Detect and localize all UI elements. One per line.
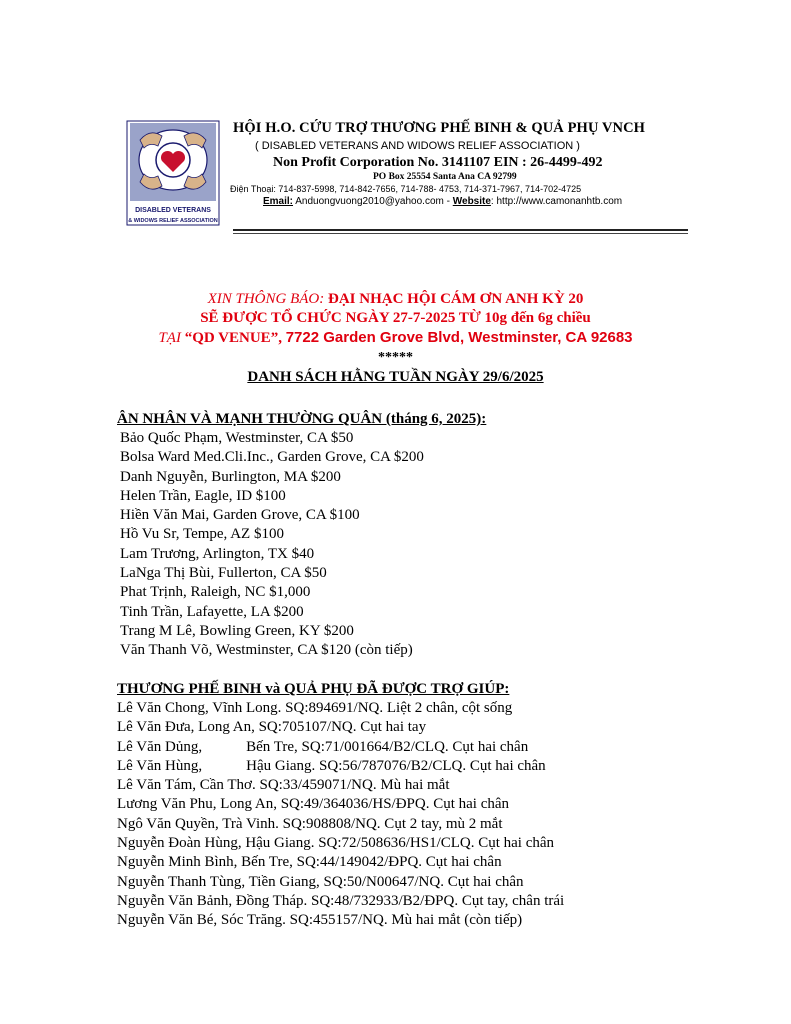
announcement-lead: XIN THÔNG BÁO:: [207, 291, 325, 307]
list-item: Văn Thanh Võ, Westminster, CA $120 (còn tiếp): [120, 642, 413, 659]
list-item: Tinh Trần, Lafayette, LA $200: [120, 603, 304, 620]
list-item: Bolsa Ward Med.Cli.Inc., Garden Grove, CA $200: [120, 449, 424, 466]
list-item: Hồ Vu Sr, Tempe, AZ $100: [120, 526, 284, 543]
list-item: LaNga Thị Bùi, Fullerton, CA $50: [120, 565, 327, 582]
weekly-list-title: DANH SÁCH HẰNG TUẦN NGÀY 29/6/2025: [247, 369, 544, 385]
list-item: Nguyễn Văn Bảnh, Đồng Tháp. SQ:48/732933/B2/ĐPQ. Cụt tay, chân trái: [117, 892, 565, 909]
list-item: Nguyễn Văn Bé, Sóc Trăng. SQ:455157/NQ. Mù hai mắt (còn tiếp): [117, 912, 523, 929]
org-name: HỘI H.O. CỨU TRỢ THƯƠNG PHẾ BINH & QUẢ PHỤ VNCH: [233, 120, 646, 136]
announcement-venue: “QD VENUE”,: [184, 330, 282, 346]
list-item: Lê Văn Tám, Cần Thơ. SQ:33/459071/NQ. Mù hai mắt: [117, 777, 450, 794]
header-divider: [233, 229, 688, 231]
list-item: Helen Trần, Eagle, ID $100: [120, 487, 286, 504]
donors-section: [117, 410, 486, 661]
event-announcement: [0, 290, 791, 348]
veterans-section: [117, 680, 564, 931]
list-item: Nguyễn Thanh Tùng, Tiền Giang, SQ:50/N00647/NQ. Cụt hai chân: [117, 873, 524, 890]
list-item: Danh Nguyễn, Burlington, MA $200: [120, 468, 341, 485]
list-item: Phat Trịnh, Raleigh, NC $1,000: [120, 584, 311, 601]
list-item: Nguyễn Đoàn Hùng, Hậu Giang. SQ:72/508636/HS1/CLQ. Cụt hai chân: [117, 835, 555, 852]
org-name-english: ( DISABLED VETERANS AND WIDOWS RELIEF ASSOCIATION ): [255, 140, 580, 152]
donors-heading: ÂN NHÂN VÀ MẠNH THƯỜNG QUÂN (tháng 6, 2025):: [117, 411, 487, 427]
announcement-line-2: SẼ ĐƯỢC TỔ CHỨC NGÀY 27-7-2025 TỪ 10g đến 6g chiều: [200, 310, 591, 326]
logo-text-1: DISABLED VETERANS: [135, 207, 211, 214]
list-item: Ngô Văn Quyền, Trà Vinh. SQ:908808/NQ. Cụt 2 tay, mù 2 mắt: [117, 815, 503, 832]
announcement-at: TẠI: [158, 330, 181, 346]
association-logo: [126, 120, 220, 226]
announcement-line-1: [0, 290, 791, 309]
website-link[interactable]: http://www.camonanhtb.com: [496, 196, 623, 207]
list-item: Lam Trương, Arlington, TX $40: [120, 545, 315, 562]
list-item: Bảo Quốc Phạm, Westminster, CA $50: [120, 430, 354, 446]
list-item: [117, 738, 564, 757]
phone-numbers: Điện Thoại: 714-837-5998, 714-842-7656, 714-788- 4753, 714-371-7967, 714-702-4725: [230, 184, 582, 194]
list-item: Lê Văn Chong, Vĩnh Long. SQ:894691/NQ. Liệt 2 chân, cột sống: [117, 700, 513, 716]
announcement-line-3: [0, 328, 791, 348]
list-item: Hiền Văn Mai, Garden Grove, CA $100: [120, 507, 360, 524]
veteran-details: Hậu Giang. SQ:56/787076/B2/CLQ. Cụt hai chân: [246, 757, 546, 774]
corporation-line: Non Profit Corporation No. 3141107 EIN : 26-4499-492: [273, 155, 603, 170]
po-box: PO Box 25554 Santa Ana CA 92799: [373, 172, 517, 182]
list-item: Trang M Lê, Bowling Green, KY $200: [120, 622, 354, 639]
list-item: Lê Văn Đưa, Long An, SQ:705107/NQ. Cụt hai tay: [117, 719, 427, 736]
contact-line: Email: Anduongvuong2010@yahoo.com - Website: http://www.camonanhtb.com: [263, 196, 623, 207]
veteran-name: Lê Văn Hùng,: [117, 757, 203, 774]
veteran-details: Bến Tre, SQ:71/001664/B2/CLQ. Cụt hai chân: [246, 738, 529, 755]
website-label: Website: [452, 196, 491, 207]
list-item: Nguyễn Minh Bình, Bến Tre, SQ:44/149042/ĐPQ. Cụt hai chân: [117, 854, 502, 871]
separator-stars: *****: [378, 350, 413, 365]
logo-text-2: & WIDOWS RELIEF ASSOCIATION: [128, 218, 218, 224]
veterans-heading: THƯƠNG PHẾ BINH và QUẢ PHỤ ĐÃ ĐƯỢC TRỢ GIÚP:: [117, 681, 510, 697]
list-item: Lương Văn Phu, Long An, SQ:49/364036/HS/ĐPQ. Cụt hai chân: [117, 796, 510, 813]
email-label: Email:: [263, 196, 294, 207]
announcement-address: 7722 Garden Grove Blvd, Westminster, CA 92683: [285, 329, 633, 346]
veteran-name: Lê Văn Dủng,: [117, 738, 203, 755]
header-divider-thin: [233, 233, 688, 234]
announcement-event: ĐẠI NHẠC HỘI CÁM ƠN ANH KỲ 20: [328, 291, 584, 307]
email-link[interactable]: Anduongvuong2010@yahoo.com: [295, 196, 444, 207]
list-item: [117, 757, 564, 776]
letterhead: [230, 120, 693, 207]
